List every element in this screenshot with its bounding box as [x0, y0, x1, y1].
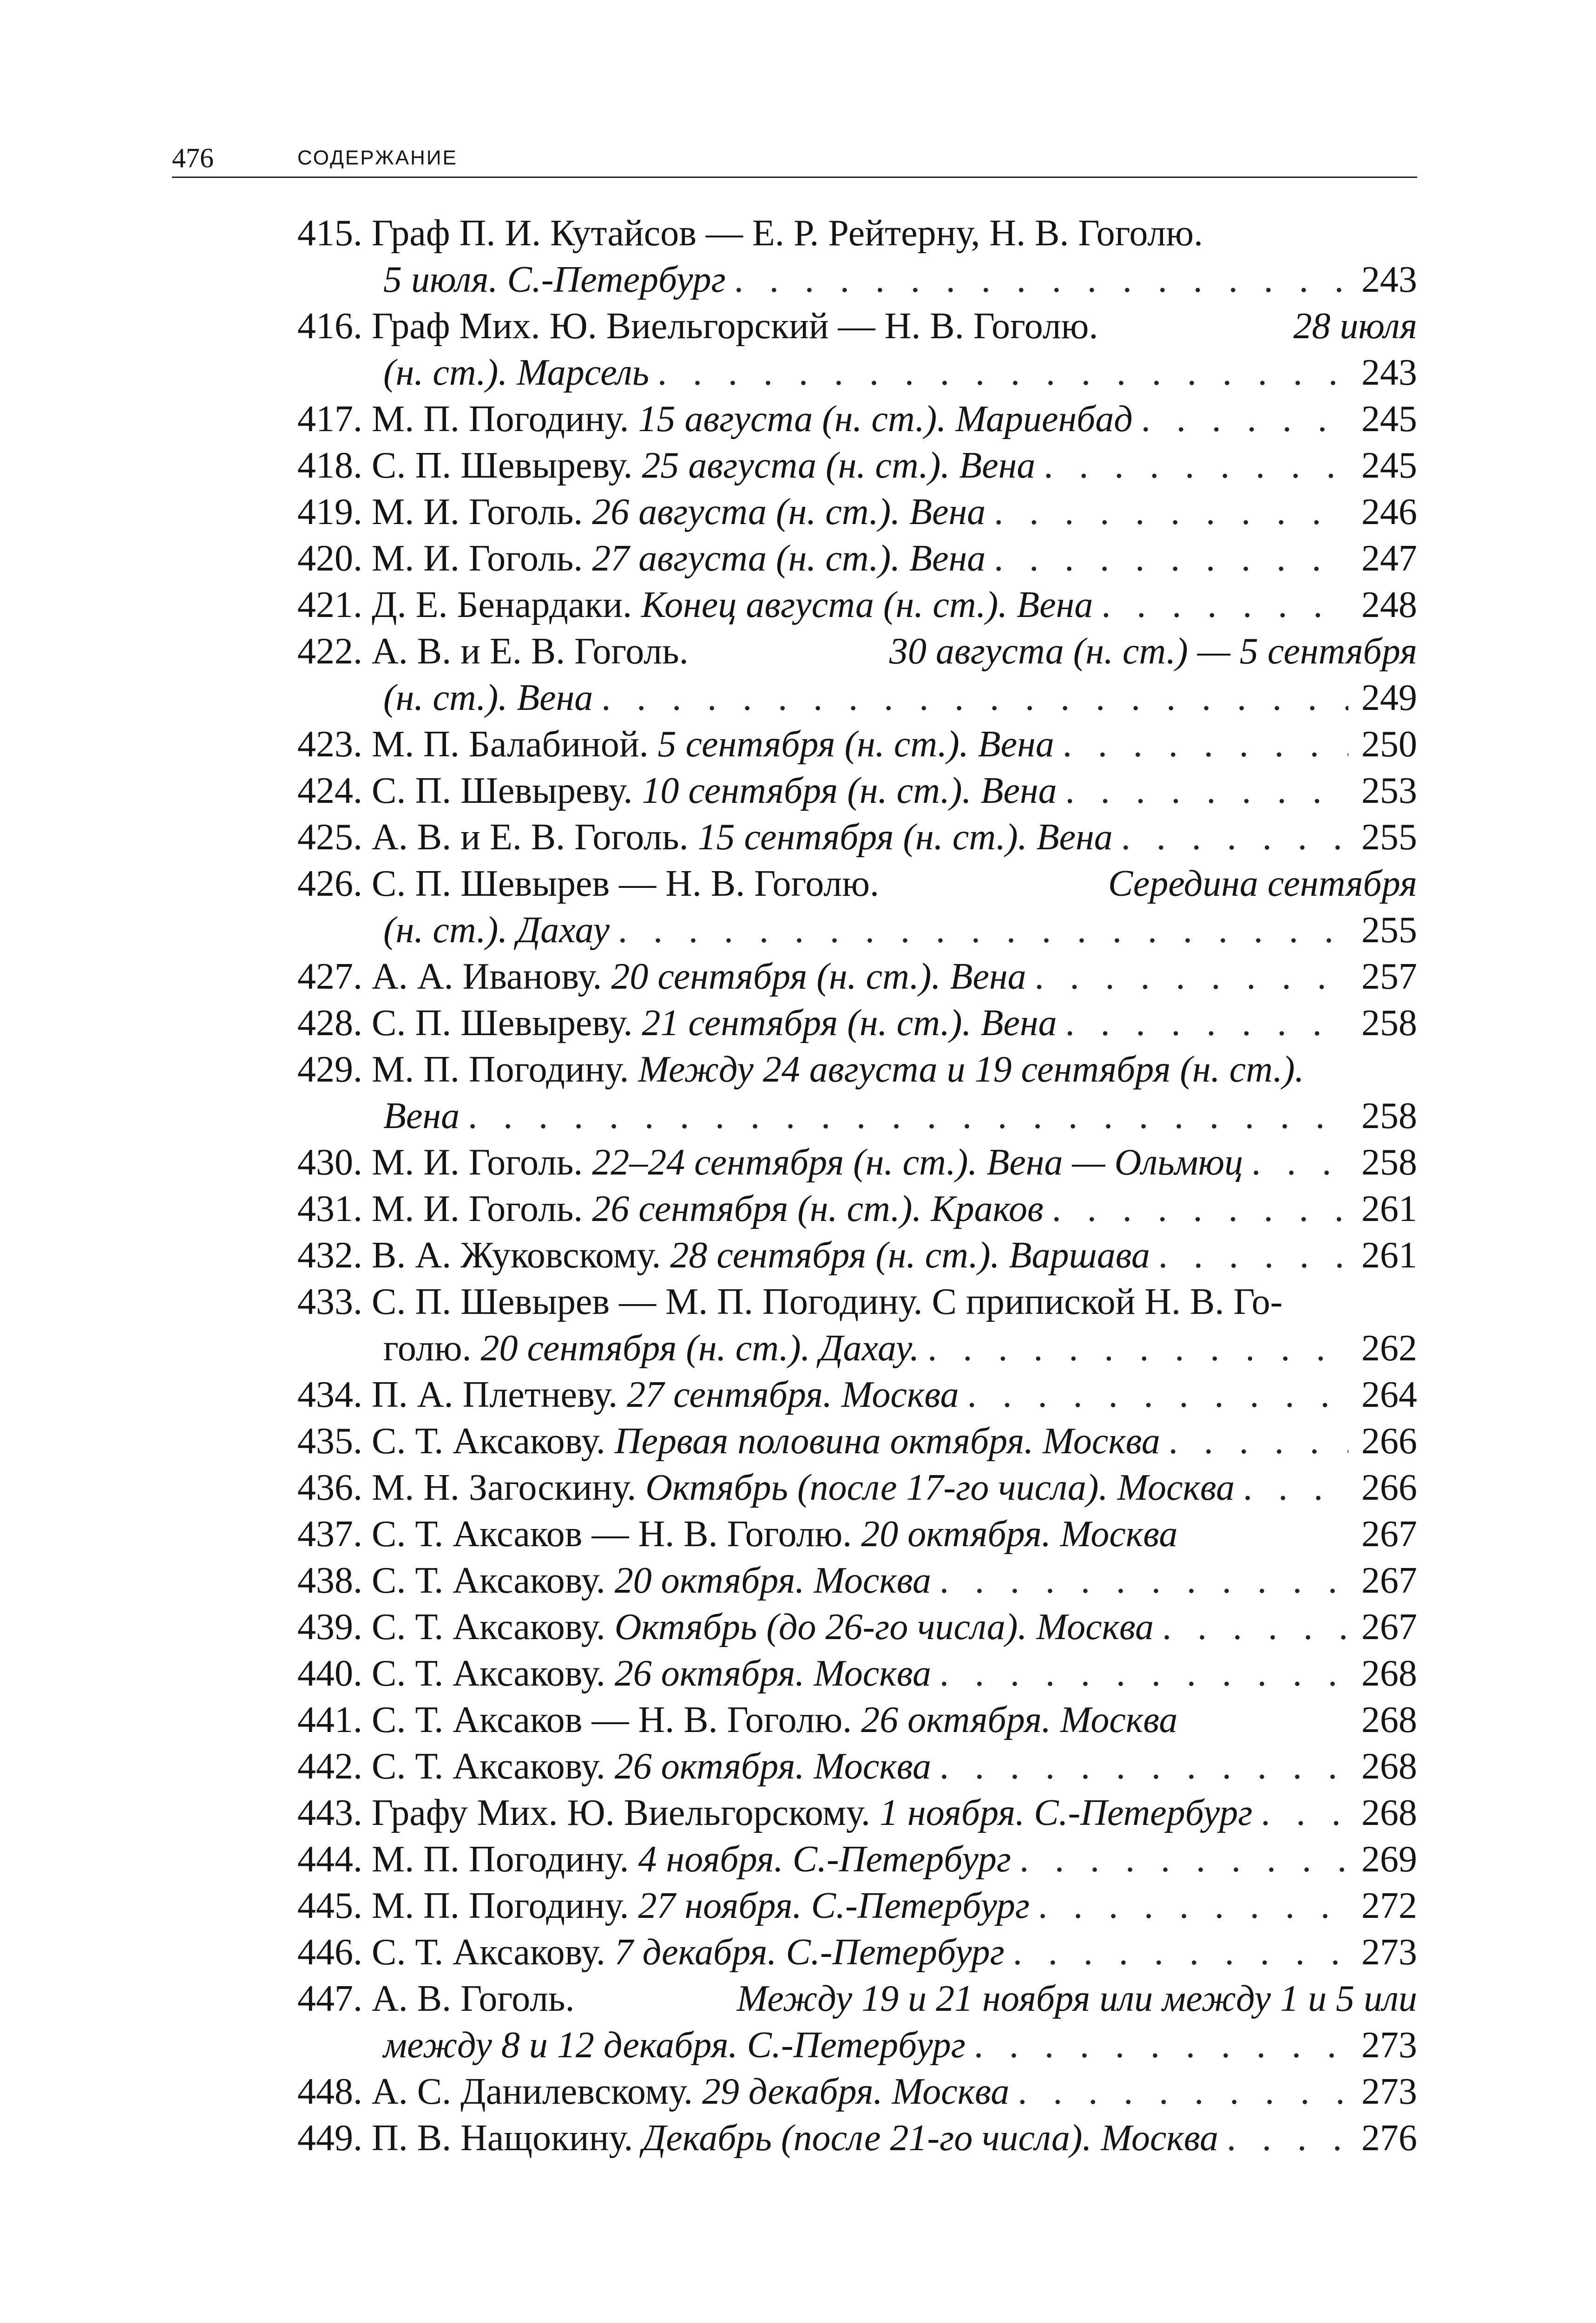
dot-leader — [974, 2022, 1348, 2068]
toc-entry-line — [297, 628, 1417, 675]
toc-entry-text — [297, 628, 1417, 675]
toc-page-number: 245 — [1361, 399, 1417, 440]
dot-leader — [1018, 2068, 1348, 2115]
toc-entry-continuation — [297, 1325, 1417, 1371]
toc-entry-continuation — [297, 907, 1417, 953]
toc-entry-line — [297, 814, 1417, 860]
entry-date-place: 26 октября. Москва — [614, 1746, 931, 1787]
toc-entry-line — [297, 1046, 1417, 1093]
entry-date-place: 5 сентября (н. ст.). Вена — [657, 724, 1054, 765]
entry-date-place: 30 августа (н. ст.) — 5 сентября — [889, 631, 1417, 672]
toc-entry-line — [297, 2115, 1417, 2161]
toc-entry-line — [297, 535, 1417, 582]
toc-page-number: 267 — [1361, 1560, 1417, 1601]
dot-leader — [939, 1650, 1348, 1697]
toc-entry-line — [297, 1604, 1417, 1650]
toc-page-number: 250 — [1361, 724, 1417, 765]
entry-date-place: 26 октября. Москва — [861, 1700, 1178, 1740]
toc-entry-line — [297, 1697, 1417, 1743]
toc-entry — [297, 1557, 1417, 1604]
toc-entry-line — [297, 1883, 1417, 1929]
entry-date-place: 26 августа (н. ст.). Вена — [592, 492, 986, 532]
dot-leader — [1035, 953, 1348, 1000]
toc-entry — [297, 768, 1417, 814]
toc-entry-line — [297, 1371, 1417, 1418]
toc-entry-line — [297, 210, 1417, 256]
entry-addressee: 437. С. Т. Аксаков — Н. В. Гоголю. — [297, 1514, 861, 1555]
entry-date-place: Между 19 и 21 ноября или между 1 и 5 или — [736, 1978, 1417, 2019]
toc-entry-line — [297, 396, 1417, 442]
toc-page-number: 261 — [1361, 1188, 1417, 1229]
toc-entry — [297, 1232, 1417, 1279]
toc-page-number: 272 — [1361, 1885, 1417, 1926]
dot-leader — [1243, 1464, 1348, 1511]
entry-addressee: 447. А. В. Гоголь. — [297, 1978, 575, 2019]
entry-addressee: 420. М. И. Гоголь. — [297, 538, 592, 579]
entry-addressee: 424. С. П. Шевыреву. — [297, 770, 642, 811]
toc-entry-text — [297, 1279, 1417, 1325]
table-of-contents — [297, 210, 1417, 2161]
entry-addressee: 423. М. П. Балабиной. — [297, 724, 658, 765]
toc-entry-line — [297, 303, 1417, 349]
toc-page-number: 261 — [1361, 1235, 1417, 1276]
toc-entry-line — [297, 2068, 1417, 2115]
entry-date-place: Вена — [383, 1096, 460, 1136]
toc-entry-text — [297, 1000, 1057, 1046]
toc-entry-text — [297, 1975, 1417, 2022]
entry-addressee: 417. М. П. Погодину. — [297, 399, 638, 440]
entry-addressee: 442. С. Т. Аксакову. — [297, 1746, 615, 1787]
toc-entry-line — [297, 442, 1417, 489]
toc-entry-text — [383, 907, 610, 953]
toc-page-number: 249 — [1361, 677, 1417, 718]
toc-entry-text — [297, 535, 985, 582]
toc-page-number: 255 — [1361, 910, 1417, 951]
toc-entry-text — [297, 396, 1133, 442]
toc-entry-text — [297, 1232, 1150, 1279]
entry-date-place: 20 октября. Москва — [614, 1560, 931, 1601]
toc-entry-text — [297, 1790, 1253, 1836]
toc-entry-text — [383, 256, 726, 303]
dot-leader — [994, 535, 1348, 582]
toc-entry — [297, 1604, 1417, 1650]
toc-entry-line — [297, 582, 1417, 628]
toc-entry — [297, 582, 1417, 628]
entry-addressee: 426. С. П. Шевырев — Н. В. Гоголю. — [297, 863, 879, 904]
toc-entry-continuation — [297, 349, 1417, 396]
toc-entry-text — [297, 1929, 1005, 1975]
entry-addressee: 441. С. Т. Аксаков — Н. В. Гоголю. — [297, 1700, 861, 1740]
toc-entry-text — [297, 582, 1093, 628]
entry-addressee: 429. М. П. Погодину. — [297, 1049, 638, 1090]
toc-entry-text — [297, 814, 1113, 860]
entry-addressee: 434. П. А. Плетневу. — [297, 1374, 627, 1415]
toc-page-number: 273 — [1361, 2025, 1417, 2066]
dot-leader — [1261, 1790, 1348, 1836]
entry-date-place: (н. ст.). Вена — [383, 677, 593, 718]
toc-page-number: 243 — [1361, 352, 1417, 393]
page-number: 476 — [172, 143, 214, 173]
dot-leader — [1052, 1186, 1348, 1232]
toc-page-number: 248 — [1361, 584, 1417, 625]
toc-entry-text — [383, 1093, 460, 1139]
toc-page-number: 268 — [1361, 1746, 1417, 1787]
toc-page-number: 245 — [1361, 445, 1417, 486]
toc-entry-line — [297, 1790, 1417, 1836]
entry-addressee: 432. В. А. Жуковскому. — [297, 1235, 670, 1276]
dot-leader — [1227, 2115, 1348, 2161]
toc-entry — [297, 953, 1417, 1000]
entry-date-place: 22–24 сентября (н. ст.). Вена — Ольмюц — [592, 1142, 1243, 1183]
toc-page-number: 255 — [1361, 817, 1417, 858]
entry-date-place: 28 июля — [1293, 306, 1417, 347]
toc-entry — [297, 2068, 1417, 2115]
toc-page-number: 246 — [1361, 492, 1417, 532]
toc-entry-line — [297, 1232, 1417, 1279]
toc-entry — [297, 1418, 1417, 1464]
toc-entry-line — [297, 1557, 1417, 1604]
dot-leader — [468, 1093, 1348, 1139]
toc-entry-continuation — [297, 675, 1417, 721]
entry-date-place: 10 сентября (н. ст.). Вена — [642, 770, 1057, 811]
entry-date-place: (н. ст.). Марсель — [383, 352, 649, 393]
toc-page-number: 258 — [1361, 1003, 1417, 1043]
toc-page-number: 253 — [1361, 770, 1417, 811]
dot-leader — [734, 256, 1348, 303]
entry-addressee: 428. С. П. Шевыреву. — [297, 1003, 642, 1043]
toc-entry-text — [297, 1511, 1178, 1557]
toc-entry-text — [297, 1836, 1011, 1883]
running-header — [172, 139, 1417, 178]
entry-addressee: 425. А. В. и Е. В. Гоголь. — [297, 817, 698, 858]
toc-page-number: 273 — [1361, 2071, 1417, 2112]
toc-entry-text — [297, 1186, 1044, 1232]
toc-page-number: 273 — [1361, 1932, 1417, 1973]
entry-date-place: 4 ноября. С.-Петербург — [638, 1839, 1011, 1880]
entry-addressee: 443. Графу Мих. Ю. Виельгорскому. — [297, 1792, 880, 1833]
dot-leader — [994, 489, 1348, 535]
entry-addressee: голю. — [383, 1328, 481, 1369]
entry-addressee: 418. С. П. Шевыреву. — [297, 445, 642, 486]
entry-date-place: 27 августа (н. ст.). Вена — [592, 538, 986, 579]
entry-date-place: 25 августа (н. ст.). Вена — [642, 445, 1036, 486]
toc-entry — [297, 721, 1417, 768]
toc-page-number: 267 — [1361, 1607, 1417, 1647]
entry-date-place: Октябрь (до 26-го числа). Москва — [614, 1607, 1154, 1647]
entry-addressee: 444. М. П. Погодину. — [297, 1839, 638, 1880]
entry-date-place: 28 сентября (н. ст.). Варшава — [670, 1235, 1150, 1276]
entry-addressee: 449. П. В. Нащокину. — [297, 2118, 643, 2159]
toc-page-number: 267 — [1361, 1514, 1417, 1555]
toc-entry-text — [297, 768, 1057, 814]
toc-page-number: 276 — [1361, 2118, 1417, 2159]
toc-entry-line — [297, 1836, 1417, 1883]
toc-entry-line — [297, 1975, 1417, 2022]
toc-entry-text — [297, 210, 1417, 256]
dot-leader — [1013, 1929, 1348, 1975]
entry-date-place: 26 сентября (н. ст.). Краков — [592, 1188, 1044, 1229]
entry-addressee: 430. М. И. Гоголь. — [297, 1142, 592, 1183]
toc-entry — [297, 1000, 1417, 1046]
dot-leader — [1158, 1232, 1348, 1279]
entry-addressee: 419. М. И. Гоголь. — [297, 492, 592, 532]
toc-entry-text — [297, 489, 985, 535]
toc-entry-line — [297, 1279, 1417, 1325]
toc-entry — [297, 535, 1417, 582]
toc-entry — [297, 1975, 1417, 2068]
entry-date-place: 27 ноября. С.-Петербург — [638, 1885, 1030, 1926]
toc-entry-continuation — [297, 1093, 1417, 1139]
toc-page-number: 247 — [1361, 538, 1417, 579]
entry-date-place: Декабрь (после 21-го числа). Москва — [642, 2118, 1219, 2159]
entry-addressee: 416. Граф Мих. Ю. Виельгорский — Н. В. Гоголю. — [297, 306, 1098, 347]
toc-entry-text — [297, 1697, 1178, 1743]
toc-entry-text — [297, 953, 1026, 1000]
toc-entry — [297, 1511, 1417, 1557]
toc-entry-text — [383, 675, 593, 721]
dot-leader — [939, 1557, 1348, 1604]
toc-entry — [297, 1650, 1417, 1697]
toc-entry-line — [297, 1139, 1417, 1186]
toc-entry-text — [297, 1418, 1160, 1464]
entry-date-place: 1 ноября. С.-Петербург — [880, 1792, 1253, 1833]
toc-entry-text — [297, 1371, 959, 1418]
toc-entry — [297, 1279, 1417, 1371]
toc-entry — [297, 303, 1417, 396]
toc-entry-text — [297, 1743, 931, 1790]
dot-leader — [1141, 396, 1348, 442]
toc-entry-text — [297, 721, 1054, 768]
entry-date-place: 27 сентября. Москва — [627, 1374, 959, 1415]
toc-entry-text — [297, 1139, 1243, 1186]
toc-page-number: 257 — [1361, 956, 1417, 997]
toc-entry-text — [297, 1464, 1235, 1511]
toc-entry — [297, 1697, 1417, 1743]
entry-date-place: Конец августа (н. ст.). Вена — [641, 584, 1093, 625]
toc-entry — [297, 2115, 1417, 2161]
dot-leader — [1121, 814, 1348, 860]
dot-leader — [967, 1371, 1348, 1418]
toc-entry — [297, 1836, 1417, 1883]
dot-leader — [1044, 442, 1348, 489]
entry-date-place: 26 октября. Москва — [614, 1653, 931, 1694]
entry-date-place: Между 24 августа и 19 сентября (н. ст.). — [638, 1049, 1304, 1090]
entry-addressee: 446. С. Т. Аксакову. — [297, 1932, 615, 1973]
entry-date-place: Октябрь (после 17-го числа). Москва — [645, 1467, 1235, 1508]
entry-addressee: 431. М. И. Гоголь. — [297, 1188, 592, 1229]
dot-leader — [657, 349, 1348, 396]
toc-entry-line — [297, 1464, 1417, 1511]
toc-page-number: 243 — [1361, 259, 1417, 300]
toc-entry-text — [297, 1604, 1154, 1650]
dot-leader — [601, 675, 1348, 721]
toc-entry — [297, 210, 1417, 303]
entry-date-place: 20 сентября (н. ст.). Вена — [611, 956, 1026, 997]
toc-page-number: 262 — [1361, 1328, 1417, 1369]
toc-entry-line — [297, 1511, 1417, 1557]
toc-page-number: 258 — [1361, 1142, 1417, 1183]
toc-entry — [297, 1929, 1417, 1975]
toc-page-number: 264 — [1361, 1374, 1417, 1415]
toc-entry-line — [297, 1186, 1417, 1232]
dot-leader — [1162, 1604, 1348, 1650]
entry-date-place: 21 сентября (н. ст.). Вена — [642, 1003, 1057, 1043]
entry-addressee: 436. М. Н. Загоскину. — [297, 1467, 646, 1508]
toc-entry-text — [297, 1046, 1304, 1093]
toc-page-number: 268 — [1361, 1653, 1417, 1694]
toc-entry-line — [297, 953, 1417, 1000]
dot-leader — [939, 1743, 1348, 1790]
toc-entry-text — [383, 2022, 965, 2068]
toc-entry-text — [297, 1557, 931, 1604]
entry-addressee: 433. С. П. Шевырев — М. П. Погодину. С припиской Н. В. Го- — [297, 1281, 1283, 1322]
toc-entry-continuation — [297, 2022, 1417, 2068]
toc-page-number: 258 — [1361, 1096, 1417, 1136]
toc-entry — [297, 1186, 1417, 1232]
toc-entry-line — [297, 1743, 1417, 1790]
entry-addressee: 439. С. Т. Аксакову. — [297, 1607, 615, 1647]
toc-entry — [297, 628, 1417, 721]
entry-addressee: 438. С. Т. Аксакову. — [297, 1560, 615, 1601]
toc-entry-text — [297, 1883, 1030, 1929]
dot-leader — [1038, 1883, 1348, 1929]
toc-entry — [297, 1139, 1417, 1186]
toc-entry-line — [297, 721, 1417, 768]
toc-entry-line — [297, 489, 1417, 535]
entry-date-place: (н. ст.). Дахау — [383, 910, 610, 951]
dot-leader — [618, 907, 1348, 953]
entry-date-place: 29 декабря. Москва — [702, 2071, 1010, 2112]
toc-entry — [297, 1790, 1417, 1836]
toc-entry-text — [297, 442, 1035, 489]
toc-entry-line — [297, 860, 1417, 907]
entry-addressee: 445. М. П. Погодину. — [297, 1885, 638, 1926]
toc-entry-text — [297, 303, 1417, 349]
toc-entry — [297, 1743, 1417, 1790]
toc-entry-text — [297, 860, 1417, 907]
dot-leader — [1019, 1836, 1348, 1883]
toc-entry-text — [297, 2115, 1218, 2161]
entry-date-place: 20 сентября (н. ст.). Дахау. — [480, 1328, 920, 1369]
entry-date-place: 20 октября. Москва — [861, 1514, 1178, 1555]
toc-page-number: 266 — [1361, 1421, 1417, 1462]
toc-entry-text — [297, 2068, 1009, 2115]
entry-addressee: 415. Граф П. И. Кутайсов — Е. Р. Рейтерну, Н. В. Гоголю. — [297, 213, 1203, 254]
toc-entry-continuation — [297, 256, 1417, 303]
dot-leader — [1101, 582, 1348, 628]
entry-addressee: 435. С. Т. Аксакову. — [297, 1421, 615, 1462]
entry-date-place: между 8 и 12 декабря. С.-Петербург — [383, 2025, 966, 2066]
section-title: СОДЕРЖАНИЕ — [297, 146, 458, 169]
entry-date-place: 7 декабря. С.-Петербург — [614, 1932, 1005, 1973]
toc-entry-text — [297, 1650, 931, 1697]
dot-leader — [1251, 1139, 1348, 1186]
toc-entry — [297, 396, 1417, 442]
toc-entry-line — [297, 768, 1417, 814]
entry-date-place: 15 августа (н. ст.). Мариенбад — [638, 399, 1133, 440]
dot-leader — [1065, 1000, 1348, 1046]
toc-entry-line — [297, 1929, 1417, 1975]
toc-entry-line — [297, 1418, 1417, 1464]
toc-page-number: 269 — [1361, 1839, 1417, 1880]
toc-entry — [297, 860, 1417, 953]
toc-page-number: 266 — [1361, 1467, 1417, 1508]
toc-entry — [297, 1464, 1417, 1511]
dot-leader — [1063, 721, 1348, 768]
entry-date-place: 5 июля. С.-Петербург — [383, 259, 726, 300]
entry-addressee: 422. А. В. и Е. В. Гоголь. — [297, 631, 689, 672]
toc-entry-text — [383, 349, 649, 396]
toc-entry — [297, 1046, 1417, 1139]
entry-addressee: 440. С. Т. Аксакову. — [297, 1653, 615, 1694]
entry-addressee: 448. А. С. Данилевскому. — [297, 2071, 702, 2112]
toc-entry — [297, 489, 1417, 535]
toc-entry — [297, 814, 1417, 860]
toc-entry-line — [297, 1000, 1417, 1046]
toc-page-number: 268 — [1361, 1792, 1417, 1833]
entry-date-place: Середина сентября — [1108, 863, 1417, 904]
dot-leader — [1169, 1418, 1348, 1464]
entry-date-place: Первая половина октября. Москва — [614, 1421, 1160, 1462]
dot-leader — [927, 1325, 1348, 1371]
entry-addressee: 421. Д. Е. Бенардаки. — [297, 584, 642, 625]
toc-entry-text — [383, 1325, 919, 1371]
toc-page-number: 268 — [1361, 1700, 1417, 1740]
toc-entry — [297, 1371, 1417, 1418]
dot-leader — [1065, 768, 1348, 814]
toc-entry — [297, 1883, 1417, 1929]
toc-entry — [297, 442, 1417, 489]
entry-addressee: 427. А. А. Иванову. — [297, 956, 611, 997]
toc-entry-line — [297, 1650, 1417, 1697]
entry-date-place: 15 сентября (н. ст.). Вена — [697, 817, 1113, 858]
